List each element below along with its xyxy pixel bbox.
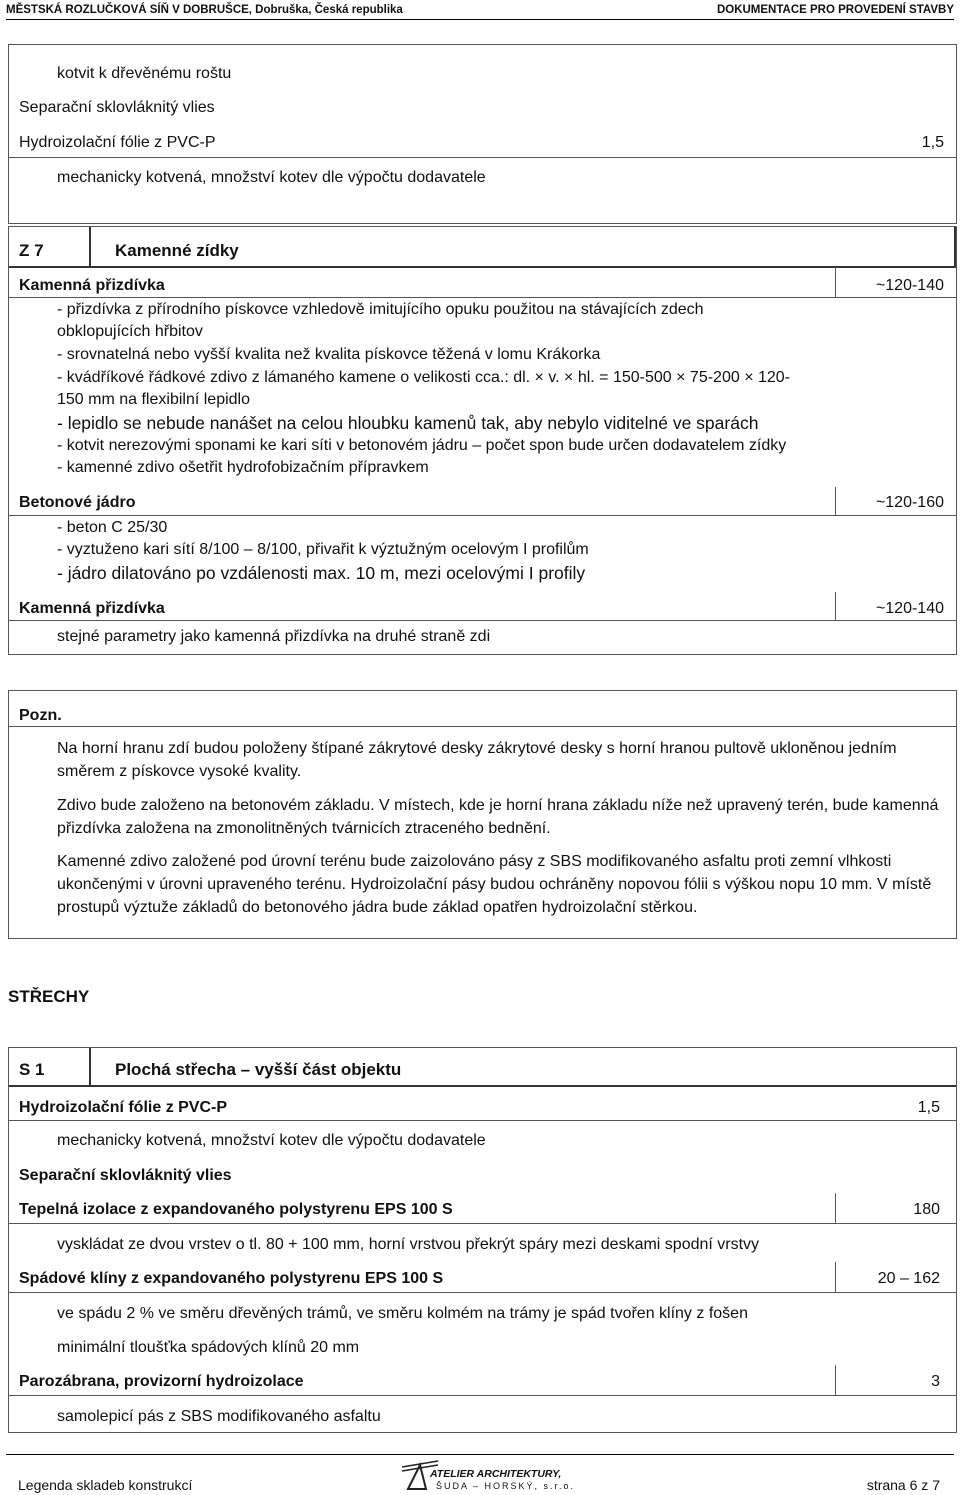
z7-composition-box	[8, 226, 957, 655]
layer-note-line: - přizdívka z přírodního pískovce vzhledově imitujícího opuku použitou na stávajících zdech	[57, 301, 704, 318]
footer-document-name: Legenda skladeb konstrukcí	[18, 1477, 193, 1493]
value-divider	[835, 592, 836, 621]
layer-note-line: - beton C 25/30	[57, 519, 168, 536]
layer-note-line: - srovnatelná nebo vyšší kvalita než kvalita pískovce těžená v lomu Krákorka	[57, 346, 601, 363]
layer-thickness: ~120-160	[875, 494, 944, 511]
divider	[9, 1223, 956, 1224]
page-number	[867, 1475, 940, 1495]
section-title: STŘECHY	[8, 987, 90, 1006]
composition-code: S 1	[19, 1060, 45, 1079]
layer-name: Kamenná přizdívka	[19, 600, 165, 617]
note-title: Pozn.	[19, 707, 62, 724]
layer-note-line: - jádro dilatováno po vzdálenosti max. 10 m, mezi ocelovými I profily	[57, 563, 586, 583]
logo-line2: ŠUDA – HORSKÝ, s.r.o.	[436, 1481, 576, 1491]
value-divider	[835, 267, 836, 298]
layer-name: Separační sklovláknitý vlies	[19, 1167, 232, 1184]
layer-name: Kamenná přizdívka	[19, 277, 165, 294]
divider	[9, 1395, 956, 1396]
layer-name: Hydroizolační fólie z PVC-P	[19, 1099, 228, 1116]
page-current: 6	[909, 1477, 918, 1493]
header-project: MĚSTSKÁ ROZLUČKOVÁ SÍŇ V DOBRUŠCE, Dobruška, Česká republika	[6, 3, 403, 16]
divider	[9, 1292, 956, 1293]
divider	[9, 726, 956, 727]
divider	[9, 297, 956, 298]
composition-title: Kamenné zídky	[115, 241, 239, 260]
layer-thickness: 1,5	[917, 1099, 940, 1116]
company-logo	[396, 1457, 576, 1493]
layer-thickness: 3	[931, 1373, 940, 1390]
layer-name: Spádové klíny z expandovaného polystyrenu EPS 100 S	[19, 1270, 444, 1287]
layer-note-line: - kotvit nerezovými sponami ke kari síti v betonovém jádru – počet spon bude určen dodavatelem zídky	[57, 437, 787, 454]
layer-name: Parozábrana, provizorní hydroizolace	[19, 1373, 304, 1390]
value-divider	[835, 487, 836, 516]
divider	[9, 620, 956, 621]
title-divider	[9, 1085, 956, 1087]
layer-note-line: - kamenné zdivo ošetřit hydrofobizačním přípravkem	[57, 459, 429, 476]
divider	[9, 1120, 956, 1121]
note-paragraph: Zdivo bude založeno na betonovém základu. V místech, kde je horní hrana základu níže než upravený terén, bude kamenná přizdívka založena na zmonolitněných tvárnicích ztraceného bednění.	[57, 797, 939, 837]
layer-subtext: kotvit k dřevěnému roštu	[57, 65, 232, 82]
page-mid: z	[917, 1477, 933, 1493]
layer-subtext: minimální tloušťka spádových klínů 20 mm	[57, 1339, 360, 1356]
layer-note-line: - kvádříkové řádkové zdivo z lámaného kamene o velikosti cca.: dl. × v. × hl. = 150-500 × 75-200 × 120-	[57, 369, 790, 386]
layer-name: Betonové jádro	[19, 494, 136, 511]
layer-name: Tepelná izolace z expandovaného polystyrenu EPS 100 S	[19, 1201, 453, 1218]
layer-subtext: vyskládat ze dvou vrstev o tl. 80 + 100 mm, horní vrstvou překrýt spáry mezi deskami spodní vrstvy	[57, 1236, 760, 1253]
page-prefix: strana	[866, 1477, 910, 1493]
page-header	[6, 0, 954, 20]
divider	[9, 157, 956, 158]
composition-code: Z 7	[19, 241, 44, 260]
page-footer	[6, 1454, 954, 1495]
layer-thickness: ~120-140	[875, 277, 944, 294]
layer-subtext: mechanicky kotvená, množství kotev dle výpočtu dodavatele	[57, 1132, 486, 1149]
layer-thickness: ~120-140	[875, 600, 944, 617]
s1-composition-box	[8, 1047, 957, 1433]
layer-note-line: - lepidlo se nebude nanášet na celou hloubku kamenů tak, aby nebylo viditelné ve sparách	[57, 413, 759, 433]
logo-line1: ATELIER ARCHITEKTURY,	[430, 1468, 562, 1480]
value-divider	[835, 1193, 836, 1224]
composition-title: Plochá střecha – vyšší část objektu	[115, 1060, 402, 1079]
divider	[9, 515, 956, 516]
value-divider	[835, 1365, 836, 1396]
code-divider	[89, 227, 91, 267]
layer-note-line: obklopujících hřbitov	[57, 323, 203, 340]
title-divider	[9, 266, 956, 268]
layer-name: Hydroizolační fólie z PVC-P	[19, 134, 216, 151]
layer-note-line: 150 mm na flexibilní lepidlo	[57, 391, 250, 408]
note-paragraph: Kamenné zdivo založené pod úrovní terénu bude zaizolováno pásy z SBS modifikovaného asfaltu proti zemní vlhkosti ukončenými v úrovni upraveného terénu. Hydroizolační pásy budou ochráněny nopovou fólii s výškou nopu 10 mm. V místě prostupů výztuže základů do betonového jádra bude základ opatřen hydroizolační stěrkou.	[57, 853, 932, 916]
layer-note-line: stejné parametry jako kamenná přizdívka na druhé straně zdi	[57, 628, 491, 645]
value-divider	[835, 1262, 836, 1293]
code-divider	[89, 1048, 91, 1086]
layer-subtext: samolepicí pás z SBS modifikovaného asfaltu	[57, 1408, 381, 1425]
layer-subtext: mechanicky kotvená, množství kotev dle výpočtu dodavatele	[57, 169, 486, 186]
page-total: 7	[932, 1477, 940, 1493]
layer-thickness: 180	[913, 1201, 940, 1218]
layer-name: Separační sklovláknitý vlies	[19, 99, 215, 116]
header-doc-type: DOKUMENTACE PRO PROVEDENÍ STAVBY	[716, 3, 954, 16]
note-box	[8, 690, 957, 939]
layer-note-line: - vyztuženo kari sítí 8/100 – 8/100, přivařit k výztužným ocelovým I profilům	[57, 541, 589, 558]
right-edge	[954, 227, 956, 267]
layer-subtext: ve spádu 2 % ve směru dřevěných trámů, ve směru kolmém na trámy je spád tvořen klíny z fošen	[57, 1305, 748, 1322]
note-paragraph: Na horní hranu zdí budou položeny štípané zákrytové desky zákrytové desky s horní hranou pultově ukloněnou jedním směrem z pískovce vysoké kvality.	[57, 740, 897, 780]
layer-thickness: 20 – 162	[877, 1270, 940, 1287]
top-layer-box	[8, 44, 957, 224]
layer-thickness: 1,5	[921, 134, 944, 151]
